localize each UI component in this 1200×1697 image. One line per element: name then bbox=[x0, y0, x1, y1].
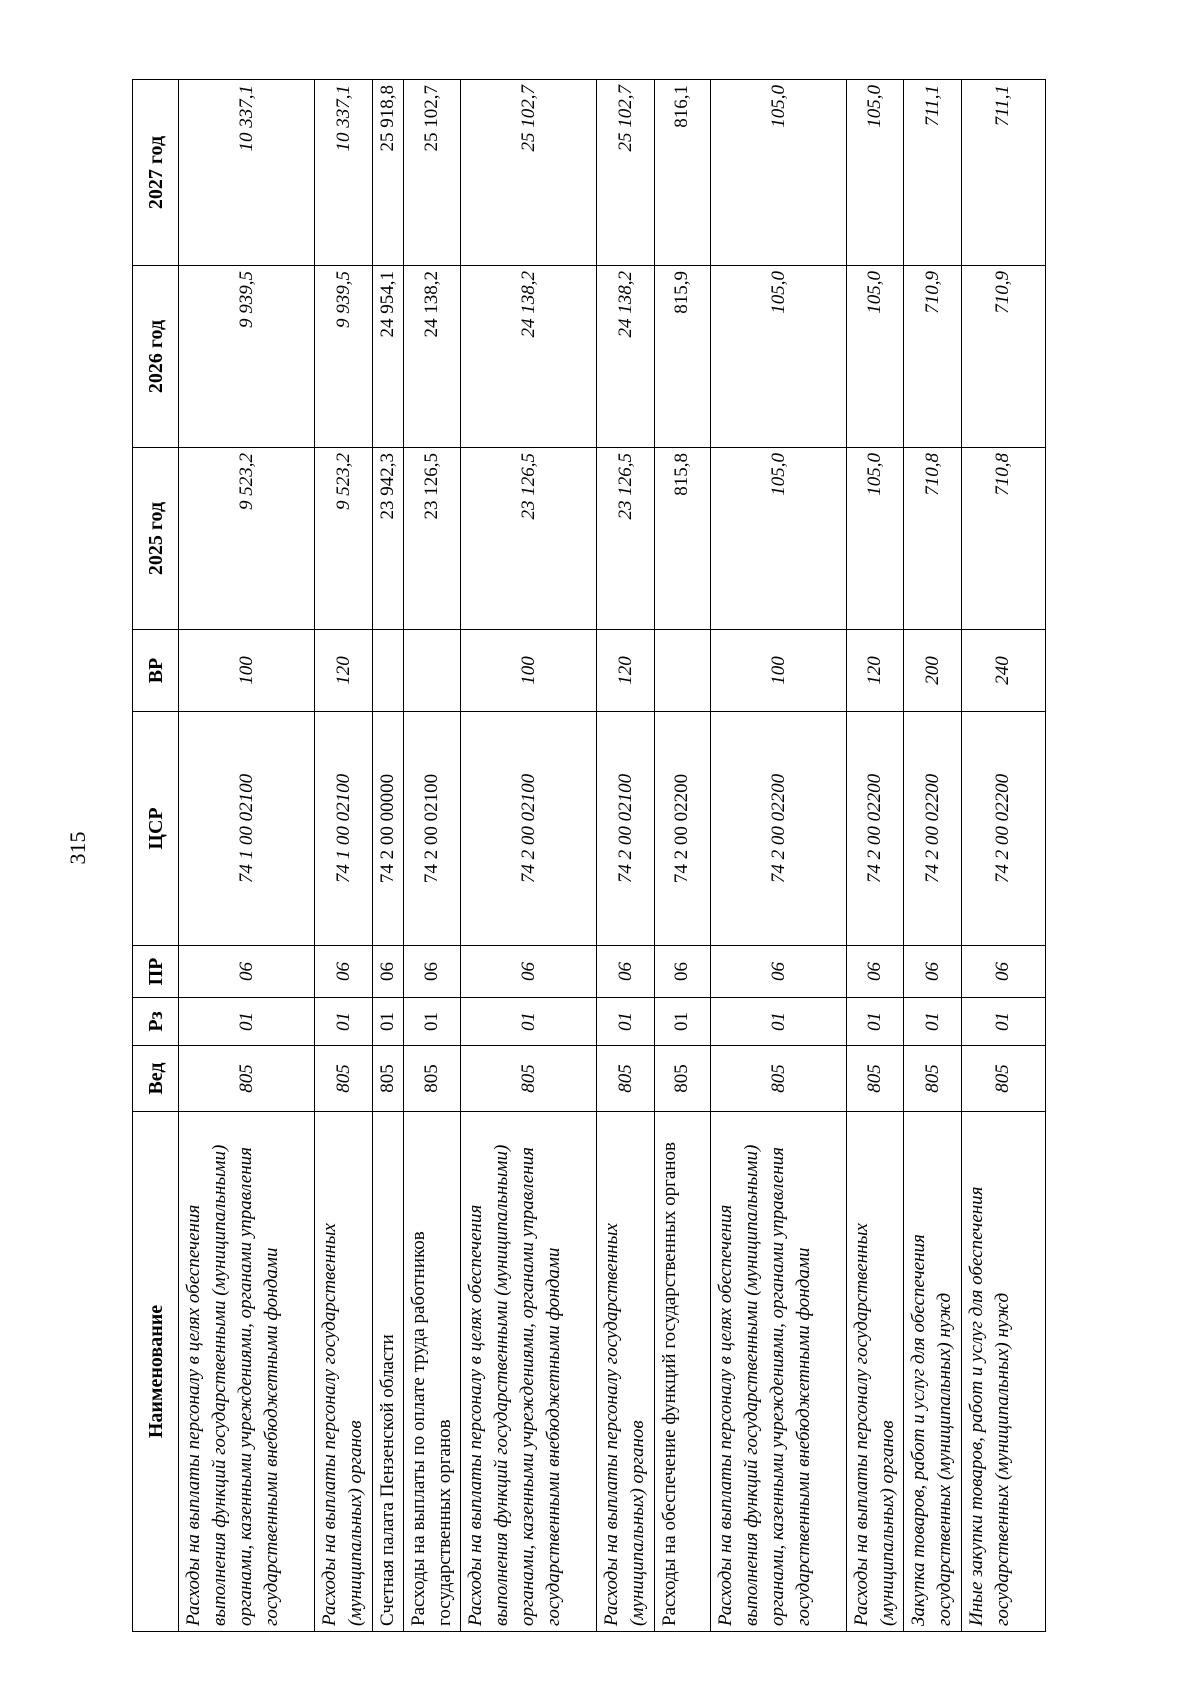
row-pr-cell: 06 bbox=[460, 946, 596, 998]
row-2026-cell: 9 939,5 bbox=[179, 266, 315, 448]
row-vr-cell: 120 bbox=[597, 630, 654, 712]
row-2026-cell: 24 138,2 bbox=[460, 266, 596, 448]
row-name-cell: Расходы на обеспечение функций государственных органов bbox=[654, 1112, 710, 1632]
row-pr-cell: 06 bbox=[654, 946, 710, 998]
row-pr-cell: 06 bbox=[597, 946, 654, 998]
row-name-cell: Счетная палата Пензенской области bbox=[372, 1112, 403, 1632]
row-name-cell: Закупка товаров, работ и услуг для обеспечения государственных (муниципальных) нужд bbox=[904, 1112, 961, 1632]
row-name-cell: Расходы на выплаты по оплате труда работников государственных органов bbox=[403, 1112, 460, 1632]
row-2026-cell: 105,0 bbox=[710, 266, 846, 448]
row-ved-cell: 805 bbox=[961, 1046, 1045, 1112]
row-rz-cell: 01 bbox=[315, 998, 372, 1046]
row-rz-cell: 01 bbox=[179, 998, 315, 1046]
row-2026-cell: 24 954,1 bbox=[372, 266, 403, 448]
row-csr-cell: 74 2 00 02100 bbox=[403, 712, 460, 946]
row-vr-cell: 200 bbox=[904, 630, 961, 712]
row-2025-cell: 105,0 bbox=[710, 448, 846, 630]
row-2026-cell: 9 939,5 bbox=[315, 266, 372, 448]
table-row bbox=[179, 80, 315, 1632]
row-2025-cell: 710,8 bbox=[961, 448, 1045, 630]
header-2025: 2025 год bbox=[133, 448, 179, 630]
row-name-cell: Расходы на выплаты персоналу в целях обеспечения выполнения функций государственными (муниципальными) органами, казенными учреждениями, органами управления государственными внебюджетными фондами bbox=[710, 1112, 846, 1632]
row-csr-cell: 74 2 00 00000 bbox=[372, 712, 403, 946]
row-vr-cell: 100 bbox=[710, 630, 846, 712]
row-pr-cell: 06 bbox=[315, 946, 372, 998]
row-csr-cell: 74 1 00 02100 bbox=[315, 712, 372, 946]
row-2027-cell: 711,1 bbox=[961, 80, 1045, 266]
row-2027-cell: 25 102,7 bbox=[403, 80, 460, 266]
row-2027-cell: 25 102,7 bbox=[460, 80, 596, 266]
row-2026-cell: 24 138,2 bbox=[403, 266, 460, 448]
row-2025-cell: 9 523,2 bbox=[315, 448, 372, 630]
row-2027-cell: 25 102,7 bbox=[597, 80, 654, 266]
header-rz: Рз bbox=[133, 998, 179, 1046]
row-name-cell: Расходы на выплаты персоналу государственных (муниципальных) органов bbox=[315, 1112, 372, 1632]
row-rz-cell: 01 bbox=[710, 998, 846, 1046]
row-2026-cell: 710,9 bbox=[904, 266, 961, 448]
row-2026-cell: 105,0 bbox=[847, 266, 904, 448]
row-csr-cell: 74 2 00 02200 bbox=[847, 712, 904, 946]
row-name-cell: Расходы на выплаты персоналу государственных (муниципальных) органов bbox=[847, 1112, 904, 1632]
row-pr-cell: 06 bbox=[904, 946, 961, 998]
row-rz-cell: 01 bbox=[597, 998, 654, 1046]
row-rz-cell: 01 bbox=[403, 998, 460, 1046]
row-2027-cell: 10 337,1 bbox=[315, 80, 372, 266]
row-ved-cell: 805 bbox=[372, 1046, 403, 1112]
row-2025-cell: 815,8 bbox=[654, 448, 710, 630]
row-pr-cell: 06 bbox=[372, 946, 403, 998]
row-ved-cell: 805 bbox=[904, 1046, 961, 1112]
row-pr-cell: 06 bbox=[710, 946, 846, 998]
row-csr-cell: 74 2 00 02100 bbox=[597, 712, 654, 946]
row-rz-cell: 01 bbox=[847, 998, 904, 1046]
row-ved-cell: 805 bbox=[654, 1046, 710, 1112]
row-2025-cell: 23 942,3 bbox=[372, 448, 403, 630]
row-name-cell: Расходы на выплаты персоналу государственных (муниципальных) органов bbox=[597, 1112, 654, 1632]
row-2025-cell: 23 126,5 bbox=[460, 448, 596, 630]
row-ved-cell: 805 bbox=[597, 1046, 654, 1112]
row-csr-cell: 74 2 00 02200 bbox=[710, 712, 846, 946]
table-body bbox=[179, 80, 1046, 1632]
row-csr-cell: 74 2 00 02200 bbox=[904, 712, 961, 946]
row-2026-cell: 815,9 bbox=[654, 266, 710, 448]
table-header-row bbox=[133, 80, 179, 1632]
row-pr-cell: 06 bbox=[961, 946, 1045, 998]
row-2027-cell: 816,1 bbox=[654, 80, 710, 266]
row-2025-cell: 710,8 bbox=[904, 448, 961, 630]
row-ved-cell: 805 bbox=[403, 1046, 460, 1112]
row-pr-cell: 06 bbox=[403, 946, 460, 998]
row-vr-cell: 100 bbox=[179, 630, 315, 712]
page-number: 315 bbox=[65, 831, 90, 865]
row-ved-cell: 805 bbox=[847, 1046, 904, 1112]
row-2027-cell: 10 337,1 bbox=[179, 80, 315, 266]
header-2026: 2026 год bbox=[133, 266, 179, 448]
header-ved: Вед bbox=[133, 1046, 179, 1112]
row-2025-cell: 23 126,5 bbox=[403, 448, 460, 630]
row-2026-cell: 710,9 bbox=[961, 266, 1045, 448]
row-rz-cell: 01 bbox=[372, 998, 403, 1046]
row-csr-cell: 74 2 00 02100 bbox=[460, 712, 596, 946]
row-vr-cell: 240 bbox=[961, 630, 1045, 712]
row-csr-cell: 74 1 00 02100 bbox=[179, 712, 315, 946]
row-2026-cell: 24 138,2 bbox=[597, 266, 654, 448]
row-2027-cell: 25 918,8 bbox=[372, 80, 403, 266]
row-name-cell: Расходы на выплаты персоналу в целях обеспечения выполнения функций государственными (муниципальными) органами, казенными учреждениями, органами управления государственными внебюджетными фондами bbox=[179, 1112, 315, 1632]
row-2027-cell: 711,1 bbox=[904, 80, 961, 266]
row-vr-cell bbox=[654, 630, 710, 712]
table-row bbox=[961, 80, 1045, 1632]
row-2025-cell: 23 126,5 bbox=[597, 448, 654, 630]
row-ved-cell: 805 bbox=[179, 1046, 315, 1112]
row-2025-cell: 105,0 bbox=[847, 448, 904, 630]
table-row bbox=[847, 80, 904, 1632]
header-2027: 2027 год bbox=[133, 80, 179, 266]
row-name-cell: Иные закупки товаров, работ и услуг для обеспечения государственных (муниципальных) нужд bbox=[961, 1112, 1045, 1632]
header-pr: ПР bbox=[133, 946, 179, 998]
table-row bbox=[654, 80, 710, 1632]
row-ved-cell: 805 bbox=[315, 1046, 372, 1112]
table-row bbox=[372, 80, 403, 1632]
budget-table-rotated bbox=[132, 80, 1046, 1632]
table-row bbox=[403, 80, 460, 1632]
row-vr-cell bbox=[403, 630, 460, 712]
row-vr-cell: 100 bbox=[460, 630, 596, 712]
header-csr: ЦСР bbox=[133, 712, 179, 946]
row-rz-cell: 01 bbox=[961, 998, 1045, 1046]
row-pr-cell: 06 bbox=[179, 946, 315, 998]
row-rz-cell: 01 bbox=[654, 998, 710, 1046]
row-rz-cell: 01 bbox=[460, 998, 596, 1046]
table-row bbox=[460, 80, 596, 1632]
row-2025-cell: 9 523,2 bbox=[179, 448, 315, 630]
row-2027-cell: 105,0 bbox=[847, 80, 904, 266]
row-rz-cell: 01 bbox=[904, 998, 961, 1046]
row-vr-cell bbox=[372, 630, 403, 712]
table-row bbox=[710, 80, 846, 1632]
row-csr-cell: 74 2 00 02200 bbox=[961, 712, 1045, 946]
row-vr-cell: 120 bbox=[315, 630, 372, 712]
header-vr: ВР bbox=[133, 630, 179, 712]
table-row bbox=[597, 80, 654, 1632]
row-ved-cell: 805 bbox=[710, 1046, 846, 1112]
header-name: Наименование bbox=[133, 1112, 179, 1632]
row-name-cell: Расходы на выплаты персоналу в целях обеспечения выполнения функций государственными (муниципальными) органами, казенными учреждениями, органами управления государственными внебюджетными фондами bbox=[460, 1112, 596, 1632]
budget-table bbox=[132, 79, 1046, 1632]
table-row bbox=[904, 80, 961, 1632]
row-vr-cell: 120 bbox=[847, 630, 904, 712]
row-csr-cell: 74 2 00 02200 bbox=[654, 712, 710, 946]
row-ved-cell: 805 bbox=[460, 1046, 596, 1112]
table-row bbox=[315, 80, 372, 1632]
row-pr-cell: 06 bbox=[847, 946, 904, 998]
row-2027-cell: 105,0 bbox=[710, 80, 846, 266]
